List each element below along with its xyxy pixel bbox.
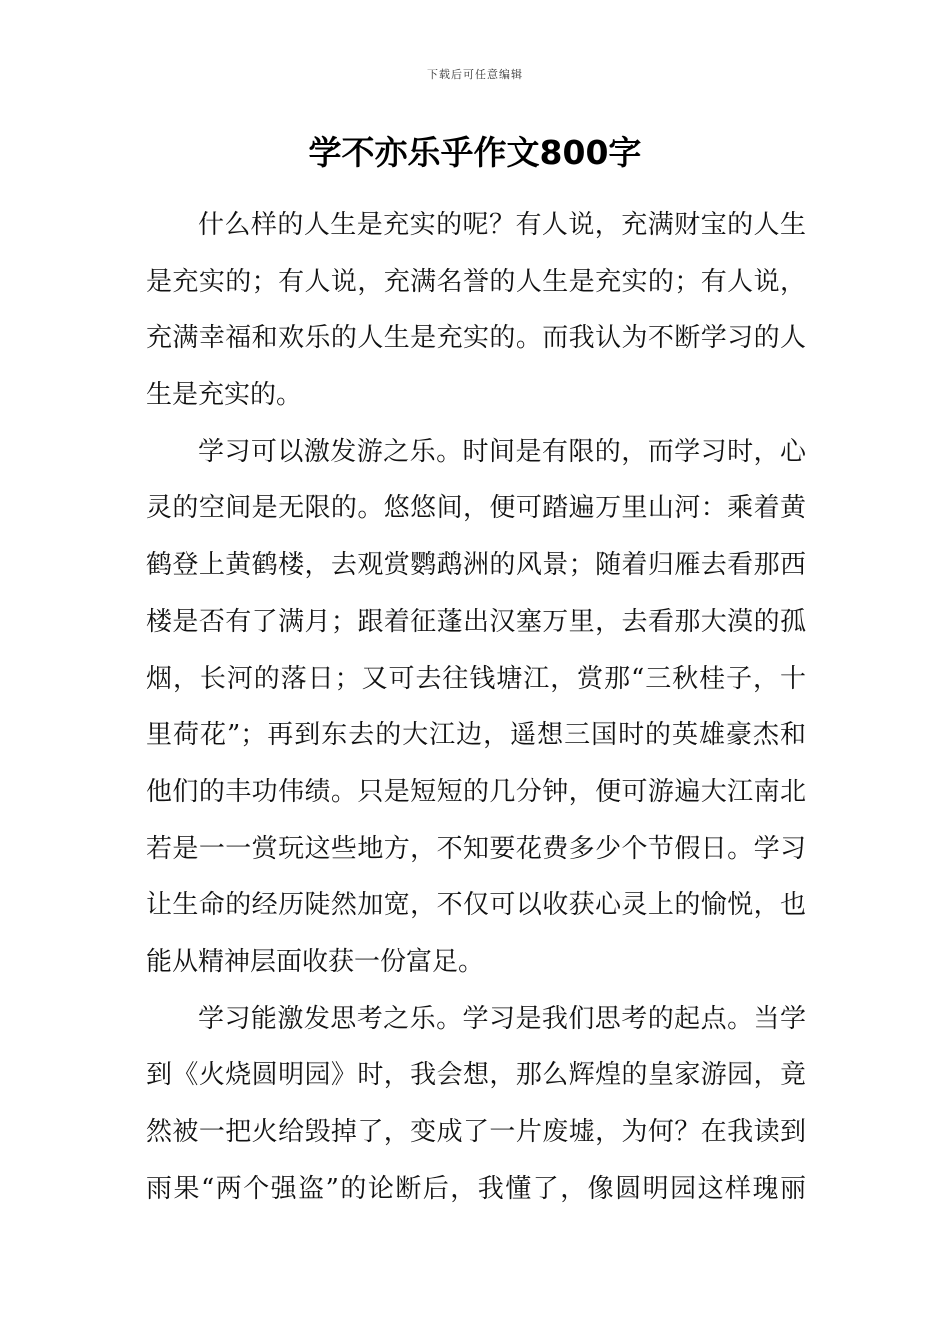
- text-line: 让生命的经历陡然加宽，不仅可以收获心灵上的愉悦，也: [146, 890, 806, 921]
- text-line: 能从精神层面收获一份富足。: [146, 946, 485, 977]
- text-line: 充满幸福和欢乐的人生是充实的。而我认为不断学习的人: [146, 323, 806, 354]
- text-line: 里荷花”；再到东去的大江边，遥想三国时的英雄豪杰和: [146, 720, 806, 751]
- text-line: 什么样的人生是充实的呢？有人说，充满财宝的人生: [198, 210, 806, 240]
- paragraph-3: [146, 991, 806, 1218]
- header-note: 下载后可任意编辑: [427, 68, 523, 81]
- text-line: 然被一把火给毁掉了，变成了一片废墟，为何？在我读到: [146, 1117, 806, 1147]
- text-line: 雨果“两个强盗”的论断后，我懂了，像圆明园这样瑰丽: [146, 1173, 806, 1204]
- document-body: [146, 197, 806, 1217]
- text-line: 若是一一赏玩这些地方，不知要花费多少个节假日。学习: [146, 833, 806, 864]
- text-line: 生是充实的。: [146, 380, 303, 411]
- paragraph-2: [146, 424, 806, 991]
- text-line: 到《火烧圆明园》时，我会想，那么辉煌的皇家游园，竟: [146, 1060, 806, 1091]
- text-line: 鹤登上黄鹤楼，去观赏鹦鹉洲的风景；随着归雁去看那西: [146, 550, 806, 581]
- text-line: 学习能激发思考之乐。学习是我们思考的起点。当学: [198, 1003, 806, 1034]
- text-line: 是充实的；有人说，充满名誉的人生是充实的；有人说，: [146, 266, 806, 297]
- page-title: 学不亦乐乎作文800字: [308, 133, 642, 172]
- text-line: 他们的丰功伟绩。只是短短的几分钟，便可游遍大江南北: [146, 776, 806, 807]
- text-line: 学习可以激发游之乐。时间是有限的，而学习时，心: [198, 436, 806, 467]
- text-line: 楼是否有了满月；跟着征蓬出汉塞万里，去看那大漠的孤: [146, 606, 806, 637]
- paragraph-1: [146, 197, 806, 424]
- text-line: 烟，长河的落日；又可去往钱塘江，赏那“三秋桂子，十: [146, 663, 806, 694]
- text-line: 灵的空间是无限的。悠悠间，便可踏遍万里山河：乘着黄: [146, 493, 806, 524]
